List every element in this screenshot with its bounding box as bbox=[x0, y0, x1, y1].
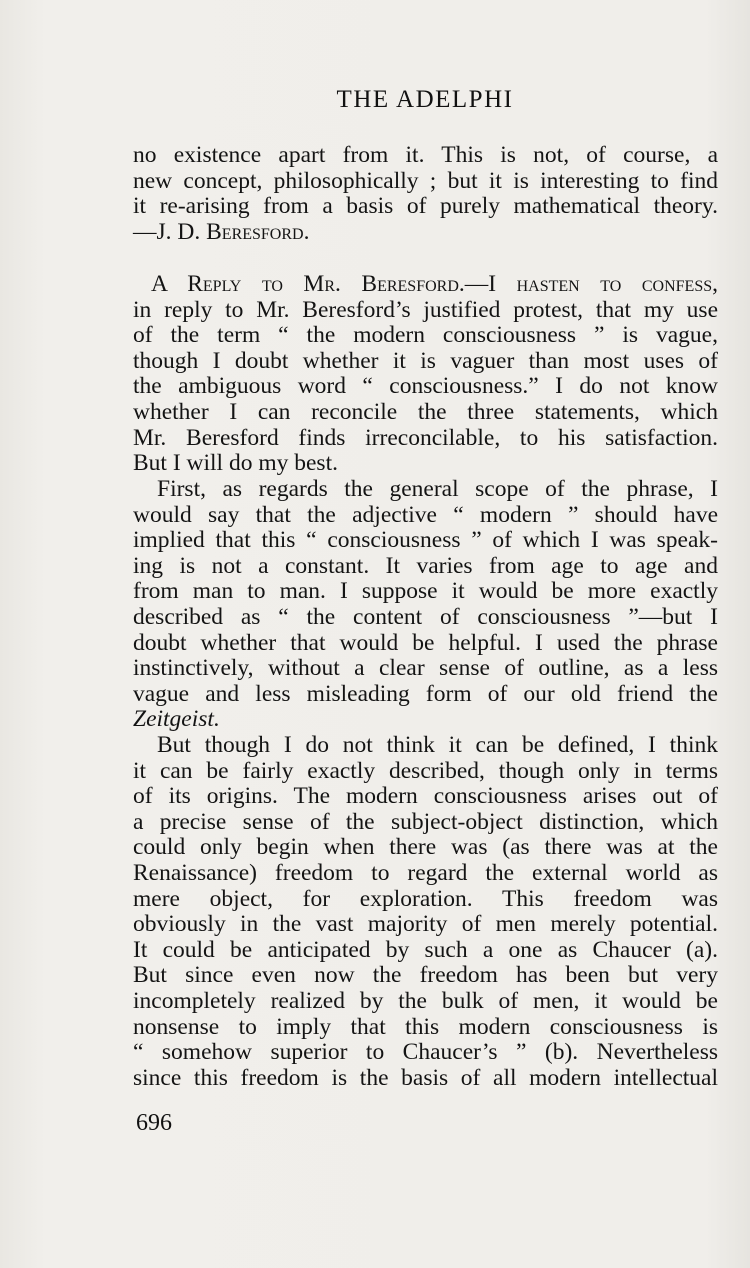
text-line: obviously in the vast majority of men merely potential. bbox=[133, 911, 718, 938]
text-line: “ somehow superior to Chaucer’s ” (b). Nevertheless bbox=[133, 1039, 718, 1066]
text-line: the ambiguous word “ consciousness.” I do not know bbox=[133, 373, 718, 400]
text-line: whether I can reconcile the three statements, which bbox=[133, 398, 718, 425]
text-line: though I doubt whether it is vaguer than most uses of bbox=[133, 347, 718, 374]
signature: —J. D. Beresford. bbox=[133, 218, 310, 245]
paragraph-2 bbox=[133, 272, 718, 477]
text-line: of its origins. The modern consciousness arises out of bbox=[133, 783, 718, 810]
text-line: implied that this “ consciousness ” of which I was speak- bbox=[133, 527, 718, 554]
text-line: of the term “ the modern consciousness ” is vague, bbox=[133, 322, 718, 349]
text-line: nonsense to imply that this modern consciousness is bbox=[133, 1013, 718, 1040]
text-line: described as “ the content of consciousness ”—but I bbox=[133, 603, 718, 630]
text-line: new concept, philosophically ; but it is interesting to find bbox=[133, 167, 718, 194]
paragraph-4 bbox=[133, 733, 718, 1091]
text-line: in reply to Mr. Beresford’s justified protest, that my use bbox=[133, 296, 718, 323]
text-line: mere object, for exploration. This freedom was bbox=[133, 885, 718, 912]
text-line: vague and less misleading form of our old friend the bbox=[133, 680, 718, 707]
text-line: doubt whether that would be helpful. I used the phrase bbox=[133, 629, 718, 656]
text-line: It could be anticipated by such a one as Chaucer (a). bbox=[133, 936, 718, 963]
text-line: But though I do not think it can be defined, I think bbox=[157, 732, 718, 758]
text-line: First, as regards the general scope of the phrase, I bbox=[157, 476, 718, 502]
text-line: But I will do my best. bbox=[133, 450, 338, 477]
text-line: Renaissance) freedom to regard the external world as bbox=[133, 859, 718, 886]
paragraph-3 bbox=[133, 477, 718, 733]
text-line: could only begin when there was (as there was at the bbox=[133, 834, 718, 861]
text-line: since this freedom is the basis of all modern intellectual bbox=[133, 1064, 718, 1091]
reply-heading: A Reply to Mr. Beresford.—I hasten to confess, bbox=[151, 271, 718, 297]
text-line: it re-arising from a basis of purely mathematical theory. bbox=[133, 193, 718, 220]
running-head: THE ADELPHI bbox=[336, 86, 514, 113]
italic-word: Zeitgeist. bbox=[133, 706, 220, 733]
text-line-heading bbox=[133, 272, 718, 298]
text-line: ing is not a constant. It varies from age to age and bbox=[133, 552, 718, 579]
text-line: instinctively, without a clear sense of outline, as a less bbox=[133, 655, 718, 682]
text-line: would say that the adjective “ modern ” should have bbox=[133, 501, 718, 528]
text-line: Mr. Beresford finds irreconcilable, to his satisfaction. bbox=[133, 424, 718, 451]
text-line: no existence apart from it. This is not, of course, a bbox=[133, 142, 718, 168]
paragraph-1 bbox=[133, 143, 718, 245]
page-number: 696 bbox=[136, 1110, 172, 1136]
text-line: a precise sense of the subject-object distinction, which bbox=[133, 808, 718, 835]
text-line: incompletely realized by the bulk of men, it would be bbox=[133, 987, 718, 1014]
text-line: it can be fairly exactly described, though only in terms bbox=[133, 757, 718, 784]
text-line bbox=[133, 707, 718, 733]
text-line-signature bbox=[133, 220, 718, 246]
text-line: But since even now the freedom has been but very bbox=[133, 962, 718, 989]
text-line: from man to man. I suppose it would be more exactly bbox=[133, 578, 718, 605]
